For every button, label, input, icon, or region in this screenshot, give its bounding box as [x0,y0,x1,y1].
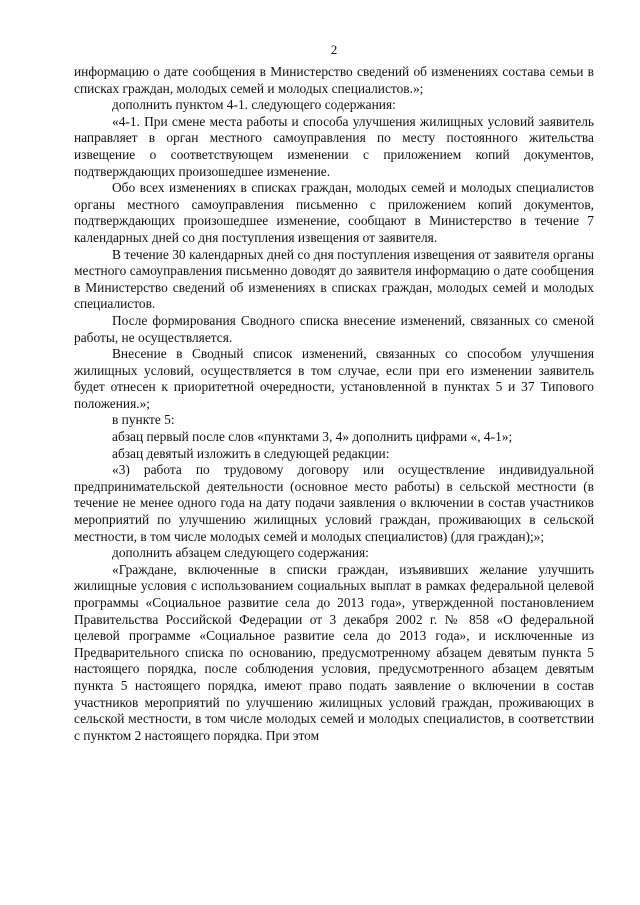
paragraph: «Граждане, включенные в списки граждан, изъявивших желание улучшить жилищные условия с использованием социальных выплат в рамках федеральной целевой программы «Социальное развитие села до 2013 года», утвержденной постановлением Правительства Российской Федерации от 3 декабря 2002 г. № 858 «О федеральной целевой программе «Социальное развитие села до 2013 года», и исключенные из Предварительного списка по основанию, предусмотренному абзацем девятым пункта 5 настоящего порядка, после соблюдения условия, предусмотренного абзацем девятым пункта 5 настоящего порядка, имеют право подать заявление о включении в состав участников мероприятий по улучшению жилищных условий граждан, проживающих в сельской местности, в том числе молодых семей и молодых специалистов, в соответствии с пунктом 2 настоящего порядка. При этом [74,561,594,743]
paragraph: абзац первый после слов «пунктами 3, 4» дополнить цифрами «, 4-1»; [112,429,513,445]
paragraph: абзац девятый изложить в следующей редакции: [112,445,390,461]
paragraph: После формирования Сводного списка внесение изменений, связанных со сменой работы, не осуществляется. [74,312,594,345]
paragraph: дополнить абзацем следующего содержания: [112,545,369,561]
paragraph: Внесение в Сводный список изменений, связанных со способом улучшения жилищных условий, осуществляется в том случае, если при его изменении заявитель будет отнесен к приоритетной очередности, установленной в пунктах 5 и 37 Типового положения.»; [74,346,594,411]
paragraph: В течение 30 календарных дней со дня поступления извещения от заявителя органы местного самоуправления письменно доводят до заявителя информацию о дате сообщения в Министерство сведений об изменениях в списках граждан, молодых семей и молодых специалистов. [74,246,594,312]
document-body [74,64,594,744]
paragraph: «3) работа по трудовому договору или осуществление индивидуальной предпринимательской деятельности (основное место работы) в сельской местности (в течение не менее одного года на дату подачи заявления о включении в состав участников мероприятий по улучшению жилищных условий граждан, проживающих в сельской местности, в том числе молодых семей и молодых специалистов) (для граждан);»; [74,462,594,544]
paragraph: «4-1. При смене места работы и способа улучшения жилищных условий заявитель направляет в орган местного самоуправления по месту постоянного жительства извещение о соответствующем изменении с приложением копий документов, подтверждающих произошедшее изменение. [74,113,594,179]
paragraph: информацию о дате сообщения в Министерство сведений об изменениях состава семьи в списках граждан, молодых семей и молодых специалистов.»; [74,64,594,96]
paragraph: Обо всех изменениях в списках граждан, молодых семей и молодых специалистов органы местного самоуправления письменно с приложением копий документов, подтверждающих произошедшее изменение, сообщают в Министерство в течение 7 календарных дней со дня поступления извещения от заявителя. [74,180,594,245]
paragraph: дополнить пунктом 4-1. следующего содержания: [112,97,396,113]
paragraph: в пункте 5: [112,412,175,428]
page-number: 2 [330,42,338,57]
